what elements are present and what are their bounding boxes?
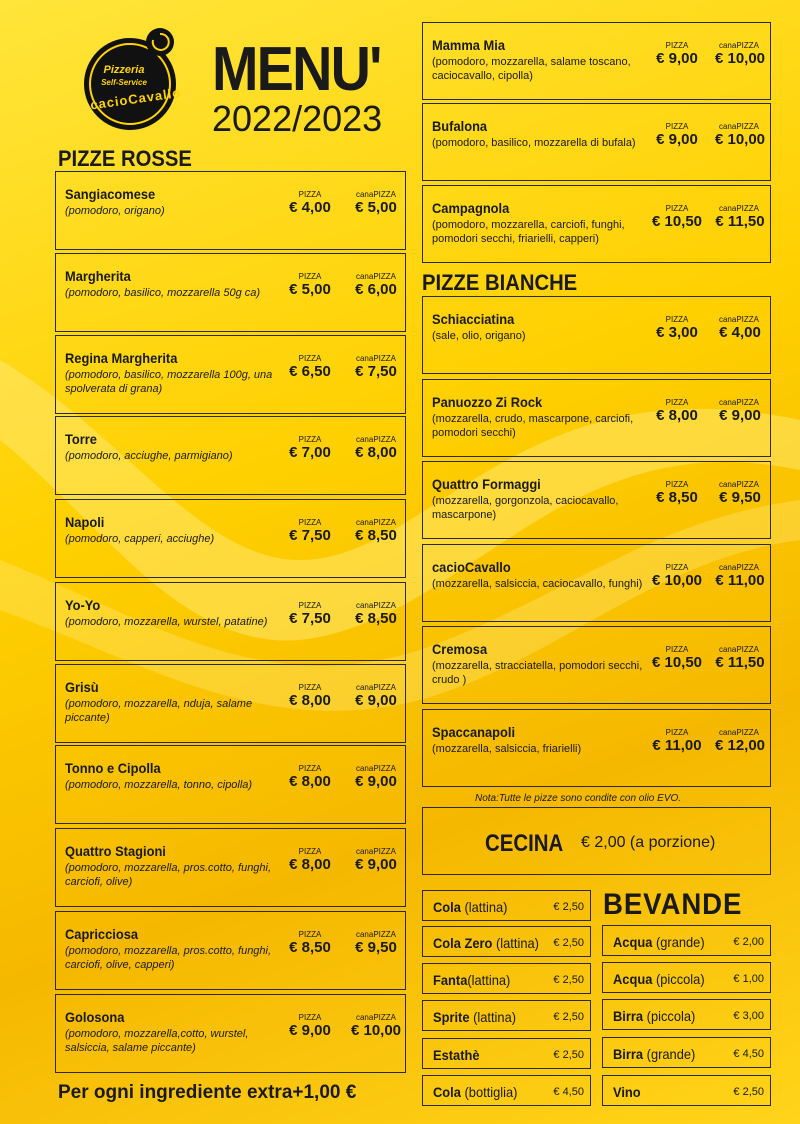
canapizza-size-label: canaPIZZA [718, 315, 759, 324]
beverage-name: Birra (piccola) [613, 1008, 696, 1024]
beverage-name: Estathè [433, 1047, 480, 1063]
pizza-ingredients: (mozzarella, stracciatella, pomodori secchi, crudo ) [432, 660, 643, 686]
pizza-size-label: PIZZA [665, 645, 689, 654]
pizza-size-label: PIZZA [298, 601, 322, 610]
pizza-size-label: PIZZA [298, 190, 322, 199]
pizza-ingredients: (pomodoro, capperi, acciughe) [65, 533, 215, 545]
beverage-row [422, 926, 591, 957]
pizza-name: Torre [65, 431, 97, 447]
pizza-price: € 9,00 [656, 131, 698, 148]
pizza-size-label: PIZZA [665, 398, 689, 407]
canapizza-size-label: canaPIZZA [718, 645, 759, 654]
pizza-ingredients: (sale, olio, origano) [432, 330, 526, 342]
pizza-price: € 6,50 [289, 363, 331, 380]
pizza-name: Sangiacomese [65, 186, 156, 202]
beverage-name: Sprite (lattina) [433, 1009, 517, 1025]
beverage-row [422, 963, 591, 994]
canapizza-size-label: canaPIZZA [718, 41, 759, 50]
canapizza-size-label: canaPIZZA [355, 190, 396, 199]
canapizza-size-label: canaPIZZA [718, 398, 759, 407]
pizza-size-label: PIZZA [298, 354, 322, 363]
pizza-name: Quattro Stagioni [65, 843, 166, 859]
pizza-size-label: PIZZA [665, 480, 689, 489]
beverage-name: Birra (grande) [613, 1046, 696, 1062]
canapizza-size-label: canaPIZZA [355, 272, 396, 281]
pizza-card [55, 664, 406, 743]
canapizza-price: € 8,00 [355, 444, 397, 461]
pizza-name: Tonno e Cipolla [65, 760, 161, 776]
beverage-row [602, 999, 771, 1030]
beverage-price: € 2,50 [553, 937, 584, 949]
pizza-ingredients: (mozzarella, salsiccia, caciocavallo, funghi) [432, 578, 643, 590]
pizza-card [422, 544, 771, 622]
canapizza-price: € 11,00 [715, 572, 765, 589]
pizza-ingredients: (pomodoro, basilico, mozzarella 100g, una spolverata di grana) [65, 369, 273, 395]
canapizza-size-label: canaPIZZA [355, 930, 396, 939]
logo [80, 22, 192, 134]
pizza-price: € 8,00 [289, 692, 331, 709]
pizza-card [422, 103, 771, 181]
pizza-name: Margherita [65, 268, 131, 284]
section-title-bevande: BEVANDE [603, 888, 743, 921]
beverage-name: Fanta(lattina) [433, 972, 511, 988]
canapizza-price: € 4,00 [719, 324, 761, 341]
canapizza-size-label: canaPIZZA [355, 683, 396, 692]
canapizza-size-label: canaPIZZA [355, 1013, 396, 1022]
pizza-card [55, 253, 406, 332]
beverage-price: € 2,00 [733, 936, 764, 948]
pizza-size-label: PIZZA [298, 1013, 322, 1022]
pizza-size-label: PIZZA [298, 518, 322, 527]
pizza-ingredients: (pomodoro, mozzarella, tonno, cipolla) [65, 779, 253, 791]
canapizza-size-label: canaPIZZA [355, 518, 396, 527]
pizza-card [55, 171, 406, 250]
beverage-name: Acqua (grande) [613, 934, 705, 950]
pizza-price: € 7,50 [289, 527, 331, 544]
pizza-card [422, 296, 771, 374]
pizza-name: Regina Margherita [65, 350, 178, 366]
canapizza-size-label: canaPIZZA [355, 435, 396, 444]
beverage-price: € 2,50 [553, 1011, 584, 1023]
pizza-card [55, 745, 406, 824]
pizza-price: € 8,50 [289, 939, 331, 956]
pizza-price: € 8,00 [289, 773, 331, 790]
beverage-row [602, 1037, 771, 1068]
beverage-price: € 3,00 [733, 1010, 764, 1022]
pizza-ingredients: (pomodoro, origano) [65, 205, 165, 217]
canapizza-price: € 10,00 [350, 1022, 402, 1039]
canapizza-size-label: canaPIZZA [718, 563, 759, 572]
beverage-row [422, 890, 591, 921]
beverage-name: Cola (bottiglia) [433, 1084, 518, 1100]
beverage-name: Vino [613, 1084, 641, 1100]
beverage-price: € 2,50 [553, 974, 584, 986]
pizza-ingredients: (pomodoro, mozzarella, wurstel, patatine) [65, 616, 268, 628]
canapizza-price: € 5,00 [355, 199, 397, 216]
pizza-card [422, 185, 771, 263]
section-title-pizze-rosse: PIZZE ROSSE [58, 146, 192, 171]
pizza-ingredients: (mozzarella, gorgonzola, caciocavallo, mascarpone) [432, 495, 619, 521]
pizza-size-label: PIZZA [665, 315, 689, 324]
canapizza-price: € 10,00 [714, 131, 766, 148]
pizza-size-label: PIZZA [298, 435, 322, 444]
beverage-price: € 2,50 [733, 1086, 764, 1098]
pizza-size-label: PIZZA [665, 728, 689, 737]
pizza-card [55, 911, 406, 990]
canapizza-size-label: canaPIZZA [718, 122, 759, 131]
pizza-ingredients: (pomodoro, basilico, mozzarella di bufala) [432, 137, 636, 149]
pizza-ingredients: (pomodoro, mozzarella, carciofi, funghi, pomodori secchi, friarielli, capperi) [432, 219, 625, 245]
logo-pizzeria-text: Pizzeria [103, 64, 145, 76]
page-title: MENU' [212, 35, 381, 104]
pizza-size-label: PIZZA [298, 683, 322, 692]
cecina-box [422, 807, 771, 875]
canapizza-price: € 7,50 [355, 363, 397, 380]
canapizza-size-label: canaPIZZA [718, 480, 759, 489]
canapizza-price: € 6,00 [355, 281, 397, 298]
pizza-size-label: PIZZA [665, 41, 689, 50]
canapizza-price: € 9,00 [355, 692, 397, 709]
logo-self-service-text: Self-Service [101, 78, 147, 87]
beverage-row [422, 1038, 591, 1069]
pizza-price: € 8,00 [656, 407, 698, 424]
pizza-price: € 4,00 [289, 199, 331, 216]
pizza-price: € 10,50 [651, 213, 703, 230]
canapizza-price: € 9,50 [719, 489, 761, 506]
pizza-name: Panuozzo Zi Rock [432, 394, 543, 410]
pizza-card [55, 499, 406, 578]
pizza-card [422, 379, 771, 457]
pizza-card [55, 582, 406, 661]
pizza-name: Grisù [65, 679, 99, 695]
canapizza-price: € 9,00 [355, 856, 397, 873]
pizza-name: Napoli [65, 514, 105, 530]
canapizza-size-label: canaPIZZA [355, 764, 396, 773]
canapizza-size-label: canaPIZZA [355, 847, 396, 856]
canapizza-size-label: canaPIZZA [355, 601, 396, 610]
beverage-price: € 4,50 [553, 1086, 584, 1098]
canapizza-price: € 8,50 [355, 527, 397, 544]
pizza-name: Golosona [65, 1009, 125, 1025]
pizza-ingredients: (mozzarella, crudo, mascarpone, carciofi, pomodori secchi) [432, 413, 634, 439]
pizza-ingredients: (pomodoro, acciughe, parmigiano) [65, 450, 233, 462]
canapizza-price: € 12,00 [714, 737, 766, 754]
beverage-row [422, 1075, 591, 1106]
beverage-name: Cola Zero (lattina) [433, 935, 539, 951]
pizza-ingredients: (pomodoro, basilico, mozzarella 50g ca) [65, 287, 261, 299]
pizza-ingredients: (pomodoro, mozzarella, nduja, salame piccante) [65, 698, 253, 724]
canapizza-price: € 11,50 [715, 213, 765, 230]
canapizza-size-label: canaPIZZA [355, 354, 396, 363]
beverage-row [422, 1000, 591, 1031]
pizza-ingredients: (pomodoro, mozzarella, pros.cotto, funghi, carciofi, olive) [65, 862, 272, 888]
pizza-ingredients: (pomodoro, mozzarella, salame toscano, caciocavallo, cipolla) [432, 56, 631, 82]
beverage-name: Acqua (piccola) [613, 971, 705, 987]
pizza-price: € 9,00 [656, 50, 698, 67]
beverage-price: € 4,50 [733, 1048, 764, 1060]
beverage-price: € 1,00 [733, 973, 764, 985]
olive-oil-note: Nota:Tutte le pizze sono condite con olio EVO. [475, 793, 682, 804]
pizza-card [422, 22, 771, 100]
pizza-name: Cremosa [432, 641, 488, 657]
logo-caciocavallo-text: cacioCavallo [89, 84, 183, 113]
pizza-price: € 8,50 [656, 489, 698, 506]
pizza-price: € 5,00 [289, 281, 331, 298]
pizza-price: € 9,00 [289, 1022, 331, 1039]
pizza-name: Bufalona [432, 118, 488, 134]
pizza-size-label: PIZZA [665, 204, 689, 213]
pizza-price: € 10,50 [651, 654, 703, 671]
pizza-ingredients: (mozzarella, salsiccia, friarielli) [432, 743, 582, 755]
pizza-card [422, 461, 771, 539]
pizza-size-label: PIZZA [298, 764, 322, 773]
canapizza-size-label: canaPIZZA [718, 204, 759, 213]
pizza-name: Capricciosa [65, 926, 139, 942]
pizza-size-label: PIZZA [298, 847, 322, 856]
section-title-pizze-bianche: PIZZE BIANCHE [422, 270, 578, 295]
cecina-price: € 2,00 (a porzione) [581, 834, 716, 851]
pizza-card [422, 709, 771, 787]
pizza-price: € 7,50 [289, 610, 331, 627]
pizza-price: € 10,00 [651, 572, 703, 589]
pizza-card [55, 335, 406, 414]
canapizza-price: € 9,00 [719, 407, 761, 424]
beverage-price: € 2,50 [553, 1049, 584, 1061]
pizza-price: € 3,00 [656, 324, 698, 341]
beverage-name: Cola (lattina) [433, 899, 508, 915]
pizza-name: Spaccanapoli [432, 724, 516, 740]
extra-ingredient-note: Per ogni ingrediente extra+1,00 € [58, 1082, 357, 1103]
pizza-size-label: PIZZA [298, 272, 322, 281]
pizza-ingredients: (pomodoro, mozzarella, pros.cotto, funghi, carciofi, olive, capperi) [65, 945, 272, 971]
pizza-card [422, 626, 771, 704]
canapizza-price: € 10,00 [714, 50, 766, 67]
pizza-ingredients: (pomodoro, mozzarella,cotto, wurstel, salsiccia, salame piccante) [65, 1028, 249, 1054]
canapizza-price: € 8,50 [355, 610, 397, 627]
pizza-card [55, 828, 406, 907]
cecina-name: CECINA [485, 830, 564, 857]
pizza-price: € 8,00 [289, 856, 331, 873]
canapizza-price: € 9,00 [355, 773, 397, 790]
beverage-row [602, 962, 771, 993]
pizza-card [55, 416, 406, 495]
pizza-price: € 11,00 [652, 737, 702, 754]
pizza-card [55, 994, 406, 1073]
pizza-size-label: PIZZA [665, 563, 689, 572]
pizza-name: Yo-Yo [65, 597, 101, 613]
pizza-size-label: PIZZA [298, 930, 322, 939]
pizza-name: Quattro Formaggi [432, 476, 541, 492]
canapizza-price: € 9,50 [355, 939, 397, 956]
beverage-row [602, 925, 771, 956]
beverage-row [602, 1075, 771, 1106]
menu-year: 2022/2023 [212, 98, 383, 139]
pizza-price: € 7,00 [289, 444, 331, 461]
pizza-name: Schiacciatina [432, 311, 515, 327]
canapizza-size-label: canaPIZZA [718, 728, 759, 737]
pizza-name: Campagnola [432, 200, 510, 216]
pizza-name: cacioCavallo [432, 559, 511, 575]
beverage-price: € 2,50 [553, 901, 584, 913]
pizza-name: Mamma Mia [432, 37, 506, 53]
canapizza-price: € 11,50 [715, 654, 765, 671]
pizza-size-label: PIZZA [665, 122, 689, 131]
